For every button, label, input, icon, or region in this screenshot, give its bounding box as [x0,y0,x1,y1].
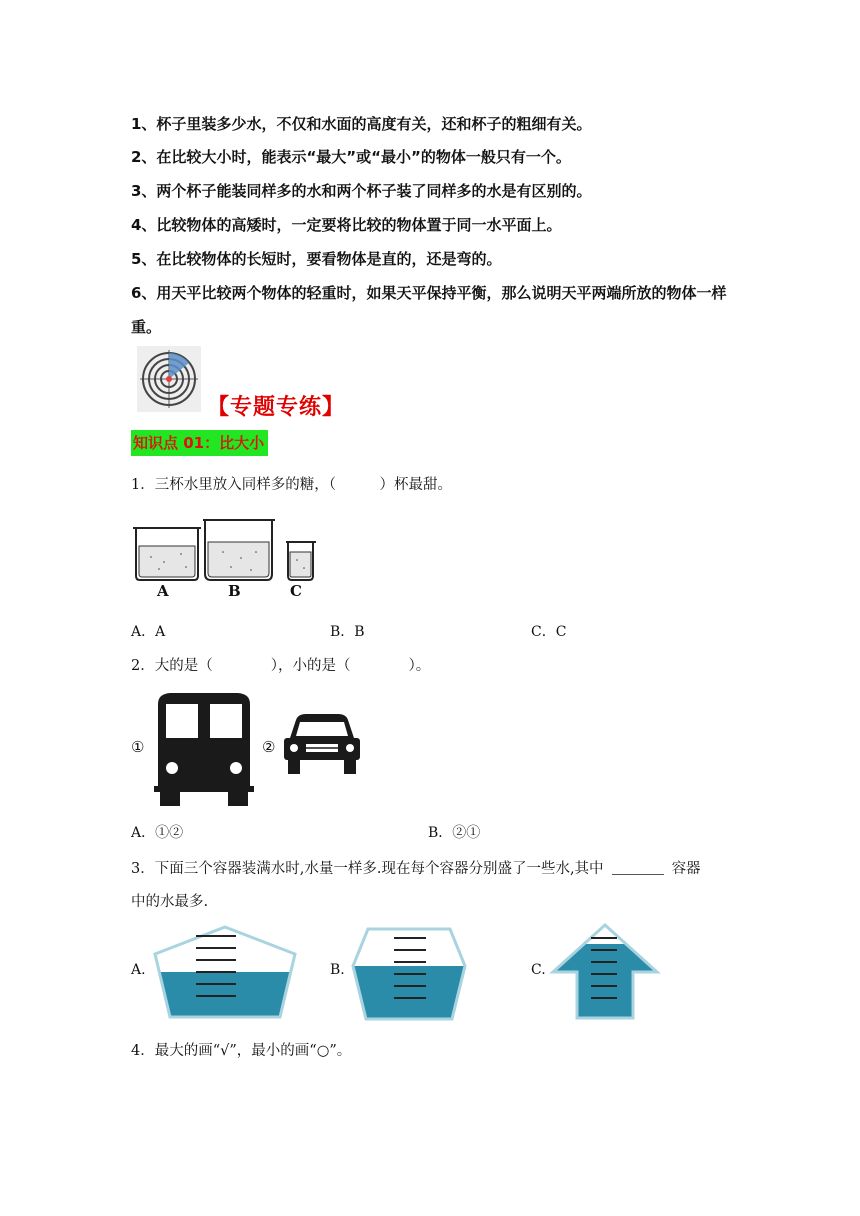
question-3-text-a: 3．下面三个容器装满水时,水量一样多.现在每个容器分别盛了一些水,其中 [131,861,604,877]
q1-option-c[interactable]: C．C [531,624,567,640]
rule-6: 6、用天平比较两个物体的轻重时，如果天平保持平衡，那么说明天平两端所放的物体一样 [131,284,727,302]
q3-option-b[interactable]: B. [330,962,345,978]
bus-icon [152,690,256,808]
target-icon [137,346,201,412]
question-3-text-b: 容器 [671,861,701,877]
answer-blank[interactable] [612,860,664,875]
q3-option-c[interactable]: C. [531,962,546,978]
question-3 [131,857,701,878]
cup-b [203,520,275,580]
q1-option-a[interactable]: A．A [131,624,166,640]
question-4: 4．最大的画“√”，最小的画“○”。 [131,1043,352,1059]
q2-option-a[interactable]: A．①② [131,825,184,841]
q2-option-b[interactable]: B．②① [428,825,481,841]
car-icon [282,712,362,778]
cup-label-a: A [157,582,169,600]
rule-1: 1、杯子里装多少水，不仅和水面的高度有关，还和杯子的粗细有关。 [131,115,592,133]
cup-label-c: C [290,582,302,600]
rule-5: 5、在比较物体的长短时，要看物体是直的，还是弯的。 [131,250,502,268]
rule-2: 2、在比较大小时，能表示“最大”或“最小”的物体一般只有一个。 [131,148,571,166]
container-c [549,922,661,1022]
container-a [150,924,300,1020]
mark-2: ② [262,738,276,756]
rule-6-cont: 重。 [131,318,162,336]
question-3-cont: 中的水最多. [131,894,209,910]
question-1: 1．三杯水里放入同样多的糖，（ ）杯最甜。 [131,477,452,493]
rule-3: 3、两个杯子能装同样多的水和两个杯子装了同样多的水是有区别的。 [131,182,592,200]
section-banner: 【专题专练】 [207,395,346,420]
cup-c [286,542,316,580]
container-b [350,926,468,1022]
cup-a [133,528,201,580]
question-2: 2．大的是（ ），小的是（ ）。 [131,658,431,674]
cup-label-b: B [228,582,241,600]
q3-option-a[interactable]: A. [131,962,146,978]
mark-1: ① [131,738,145,756]
q1-option-b[interactable]: B．B [330,624,365,640]
topic-heading: 知识点 01：比大小 [131,430,268,456]
rule-4: 4、比较物体的高矮时，一定要将比较的物体置于同一水平面上。 [131,216,562,234]
